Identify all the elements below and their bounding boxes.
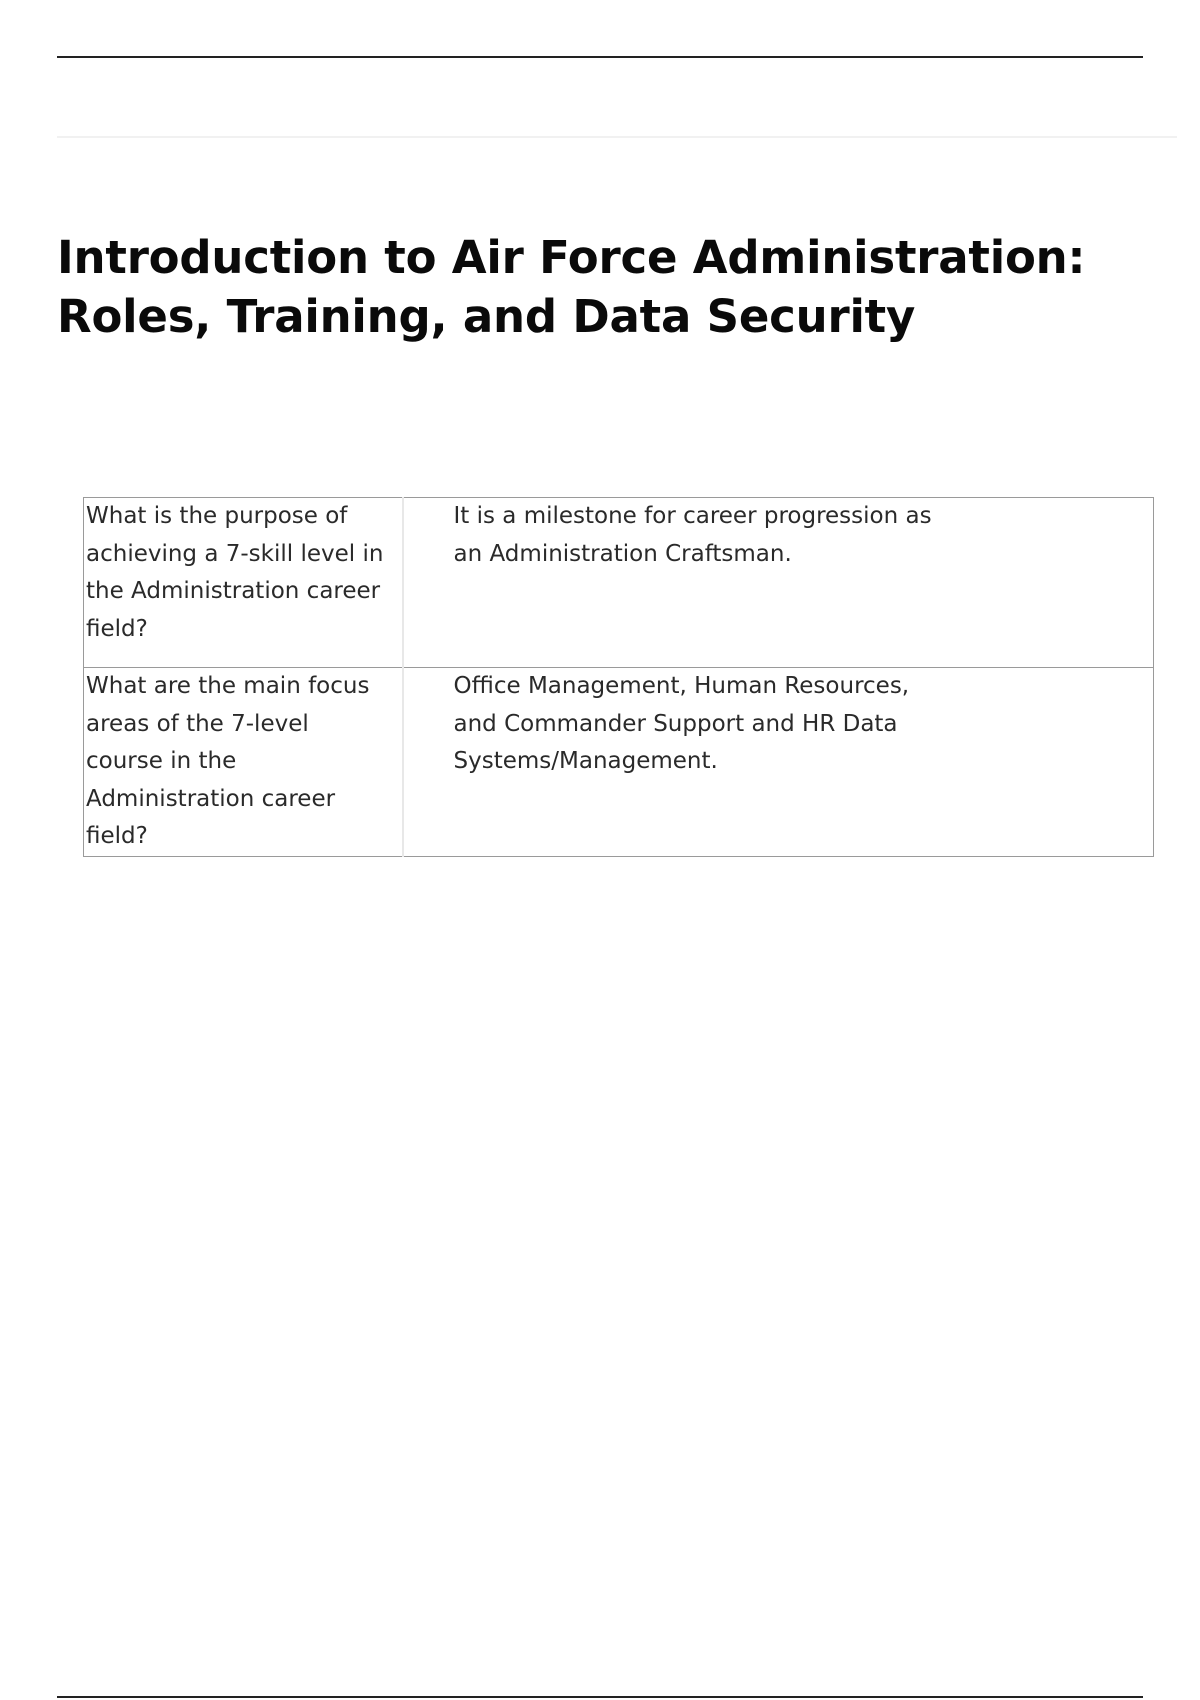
qa-table: [83, 497, 1154, 857]
header-divider: [57, 136, 1177, 138]
table-row: [84, 668, 1154, 857]
footer-rule: [57, 1696, 1143, 1698]
question-cell: What is the purpose of achieving a 7-skill level in the Administration career field?: [84, 498, 403, 668]
answer-cell: It is a milestone for career progression as an Administration Craftsman.: [403, 498, 1154, 668]
table-row: [84, 498, 1154, 668]
answer-cell: Office Management, Human Resources, and Commander Support and HR Data Systems/Management.: [403, 668, 1154, 857]
question-cell: What are the main focus areas of the 7-level course in the Administration career field?: [84, 668, 403, 857]
header-rule: [57, 56, 1143, 58]
page-title: Introduction to Air Force Administration: Roles, Training, and Data Security: [57, 231, 1086, 343]
